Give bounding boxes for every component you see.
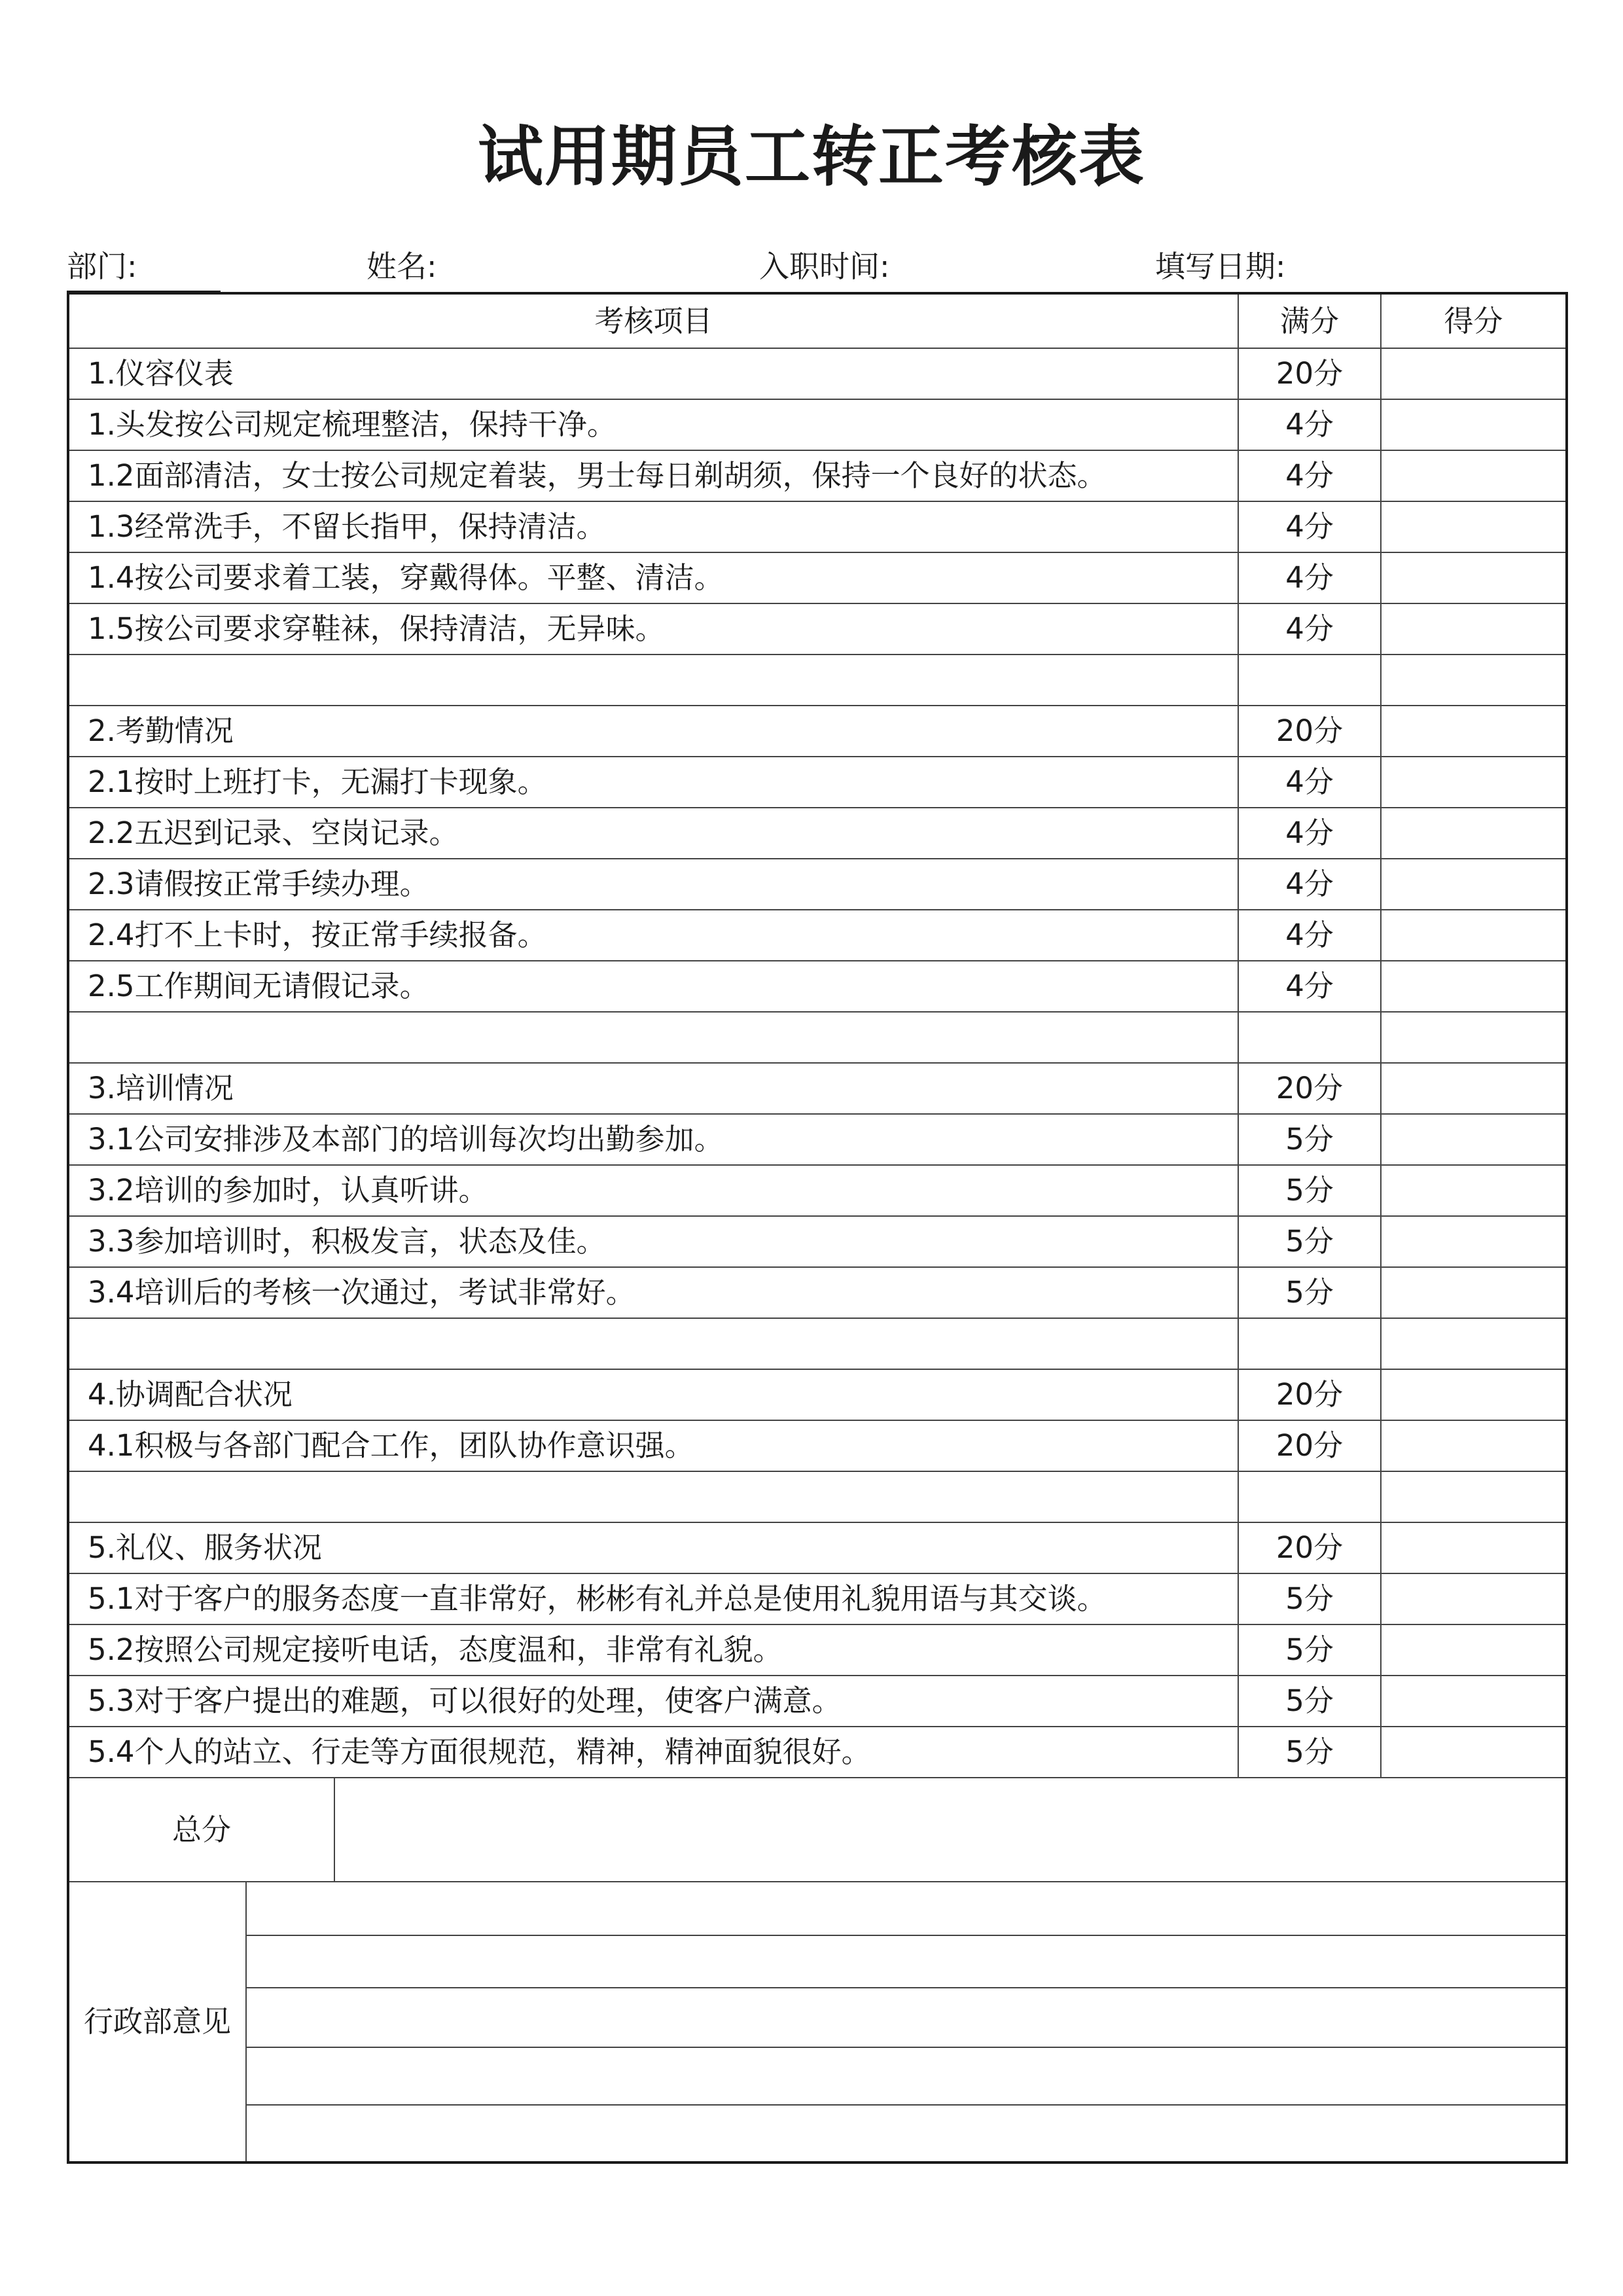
table-row — [68, 450, 1567, 501]
score-input-cell[interactable] — [1381, 1165, 1567, 1216]
score-input-cell[interactable] — [1381, 603, 1567, 655]
full-score-cell — [1238, 655, 1381, 706]
item-cell: 1.4按公司要求着工装，穿戴得体。平整、清洁。 — [68, 552, 1238, 603]
item-cell — [68, 1318, 1238, 1369]
full-score-cell: 5分 — [1238, 1114, 1381, 1165]
table-row — [68, 757, 1567, 808]
full-score-cell: 4分 — [1238, 450, 1381, 501]
table-row — [68, 1369, 1567, 1420]
item-cell: 2.2五迟到记录、空岗记录。 — [68, 808, 1238, 859]
score-input-cell[interactable] — [1381, 1369, 1567, 1420]
table-row — [68, 1522, 1567, 1573]
score-input-cell[interactable] — [1381, 501, 1567, 552]
item-cell — [68, 1471, 1238, 1522]
item-cell: 1.2面部清洁，女士按公司规定着装，男士每日剃胡须，保持一个良好的状态。 — [68, 450, 1238, 501]
item-cell: 2.3请假按正常手续办理。 — [68, 859, 1238, 910]
item-cell: 5.4个人的站立、行走等方面很规范，精神，精神面貌很好。 — [68, 1727, 1238, 1778]
opinion-line-row — [68, 1988, 1567, 2047]
score-input-cell[interactable] — [1381, 1012, 1567, 1063]
full-score-cell: 4分 — [1238, 757, 1381, 808]
item-cell: 3.2培训的参加时，认真听讲。 — [68, 1165, 1238, 1216]
score-input-cell[interactable] — [1381, 399, 1567, 450]
table-row — [68, 910, 1567, 961]
score-input-cell[interactable] — [1381, 1624, 1567, 1676]
table-header-row — [68, 293, 1567, 348]
full-score-cell — [1238, 1012, 1381, 1063]
full-score-cell: 5分 — [1238, 1624, 1381, 1676]
table-row — [68, 706, 1567, 757]
header-full-score: 满分 — [1238, 293, 1381, 348]
fill-date-label: 填写日期: — [1155, 249, 1286, 284]
admin-opinion-line[interactable] — [246, 2105, 1567, 2162]
table-row — [68, 808, 1567, 859]
table-spacer-row — [68, 1012, 1567, 1063]
score-input-cell[interactable] — [1381, 1676, 1567, 1727]
full-score-cell: 4分 — [1238, 603, 1381, 655]
score-input-cell[interactable] — [1381, 1063, 1567, 1114]
department-label: 部门: — [67, 249, 137, 284]
hire-date-label: 入职时间: — [759, 249, 890, 284]
table-row — [68, 501, 1567, 552]
full-score-cell: 20分 — [1238, 1420, 1381, 1471]
full-score-cell: 20分 — [1238, 348, 1381, 399]
score-input-cell[interactable] — [1381, 808, 1567, 859]
item-cell: 3.3参加培训时，积极发言，状态及佳。 — [68, 1216, 1238, 1267]
score-input-cell[interactable] — [1381, 1318, 1567, 1369]
score-input-cell[interactable] — [1381, 1522, 1567, 1573]
table-row — [68, 859, 1567, 910]
full-score-cell: 4分 — [1238, 399, 1381, 450]
full-score-cell: 20分 — [1238, 1522, 1381, 1573]
table-row — [68, 961, 1567, 1012]
table-row — [68, 1063, 1567, 1114]
table-spacer-row — [68, 655, 1567, 706]
full-score-cell: 20分 — [1238, 1063, 1381, 1114]
full-score-cell: 5分 — [1238, 1727, 1381, 1778]
item-cell: 4.1积极与各部门配合工作，团队协作意识强。 — [68, 1420, 1238, 1471]
item-cell: 5.3对于客户提出的难题，可以很好的处理，使客户满意。 — [68, 1676, 1238, 1727]
full-score-cell: 4分 — [1238, 808, 1381, 859]
table-row — [68, 603, 1567, 655]
score-input-cell[interactable] — [1381, 757, 1567, 808]
header-score: 得分 — [1381, 293, 1567, 348]
full-score-cell: 5分 — [1238, 1676, 1381, 1727]
item-cell — [68, 655, 1238, 706]
score-input-cell[interactable] — [1381, 1471, 1567, 1522]
full-score-cell — [1238, 1318, 1381, 1369]
table-row — [68, 399, 1567, 450]
opinion-line-row — [68, 1882, 1567, 1935]
item-cell: 1.仪容仪表 — [68, 348, 1238, 399]
score-input-cell[interactable] — [1381, 450, 1567, 501]
table-spacer-row — [68, 1471, 1567, 1522]
table-row — [68, 1420, 1567, 1471]
score-input-cell[interactable] — [1381, 910, 1567, 961]
item-cell: 2.考勤情况 — [68, 706, 1238, 757]
total-label: 总分 — [68, 1778, 334, 1882]
table-spacer-row — [68, 1318, 1567, 1369]
item-cell: 1.3经常洗手，不留长指甲，保持清洁。 — [68, 501, 1238, 552]
score-input-cell[interactable] — [1381, 859, 1567, 910]
score-input-cell[interactable] — [1381, 1420, 1567, 1471]
item-cell: 3.1公司安排涉及本部门的培训每次均出勤参加。 — [68, 1114, 1238, 1165]
admin-opinion-line[interactable] — [246, 1882, 1567, 1935]
full-score-cell: 20分 — [1238, 706, 1381, 757]
item-cell — [68, 1012, 1238, 1063]
opinion-line-row — [68, 2105, 1567, 2162]
score-input-cell[interactable] — [1381, 552, 1567, 603]
table-row — [68, 552, 1567, 603]
item-cell: 5.2按照公司规定接听电话，态度温和，非常有礼貌。 — [68, 1624, 1238, 1676]
item-cell: 5.1对于客户的服务态度一直非常好，彬彬有礼并总是使用礼貌用语与其交谈。 — [68, 1573, 1238, 1624]
opinion-line-row — [68, 1935, 1567, 1988]
table-row — [68, 1727, 1567, 1778]
full-score-cell: 4分 — [1238, 961, 1381, 1012]
table-row — [68, 1624, 1567, 1676]
full-score-cell: 20分 — [1238, 1369, 1381, 1420]
full-score-cell: 5分 — [1238, 1216, 1381, 1267]
table-row — [68, 1676, 1567, 1727]
item-cell: 4.协调配合状况 — [68, 1369, 1238, 1420]
full-score-cell: 4分 — [1238, 501, 1381, 552]
item-cell: 1.头发按公司规定梳理整洁，保持干净。 — [68, 399, 1238, 450]
total-row — [68, 1778, 1567, 1882]
score-input-cell[interactable] — [1381, 1114, 1567, 1165]
item-cell: 2.1按时上班打卡，无漏打卡现象。 — [68, 757, 1238, 808]
total-score-field[interactable] — [334, 1778, 1567, 1882]
full-score-cell — [1238, 1471, 1381, 1522]
item-cell: 1.5按公司要求穿鞋袜，保持清洁，无异味。 — [68, 603, 1238, 655]
header-item: 考核项目 — [68, 293, 1238, 348]
admin-opinion-label: 行政部意见 — [68, 1882, 246, 2162]
full-score-cell: 4分 — [1238, 859, 1381, 910]
name-label: 姓名: — [366, 249, 437, 284]
form-title: 试用期员工转正考核表 — [478, 118, 1145, 195]
score-input-cell[interactable] — [1381, 961, 1567, 1012]
score-input-cell[interactable] — [1381, 706, 1567, 757]
table-row — [68, 1114, 1567, 1165]
full-score-cell: 5分 — [1238, 1165, 1381, 1216]
assessment-table — [67, 292, 1568, 2164]
item-cell: 2.5工作期间无请假记录。 — [68, 961, 1238, 1012]
item-cell: 5.礼仪、服务状况 — [68, 1522, 1238, 1573]
score-input-cell[interactable] — [1381, 348, 1567, 399]
opinion-line-row — [68, 2047, 1567, 2105]
score-input-cell[interactable] — [1381, 655, 1567, 706]
score-input-cell[interactable] — [1381, 1216, 1567, 1267]
score-input-cell[interactable] — [1381, 1573, 1567, 1624]
table-row — [68, 1573, 1567, 1624]
admin-opinion-line[interactable] — [246, 2047, 1567, 2105]
table-row — [68, 1216, 1567, 1267]
full-score-cell: 5分 — [1238, 1573, 1381, 1624]
table-row — [68, 348, 1567, 399]
full-score-cell: 4分 — [1238, 910, 1381, 961]
admin-opinion-line[interactable] — [246, 1935, 1567, 1988]
score-input-cell[interactable] — [1381, 1727, 1567, 1778]
full-score-cell: 5分 — [1238, 1267, 1381, 1318]
item-cell: 3.4培训后的考核一次通过，考试非常好。 — [68, 1267, 1238, 1318]
admin-opinion-line[interactable] — [246, 1988, 1567, 2047]
full-score-cell: 4分 — [1238, 552, 1381, 603]
score-input-cell[interactable] — [1381, 1267, 1567, 1318]
table-row — [68, 1165, 1567, 1216]
item-cell: 2.4打不上卡时，按正常手续报备。 — [68, 910, 1238, 961]
item-cell: 3.培训情况 — [68, 1063, 1238, 1114]
table-row — [68, 1267, 1567, 1318]
